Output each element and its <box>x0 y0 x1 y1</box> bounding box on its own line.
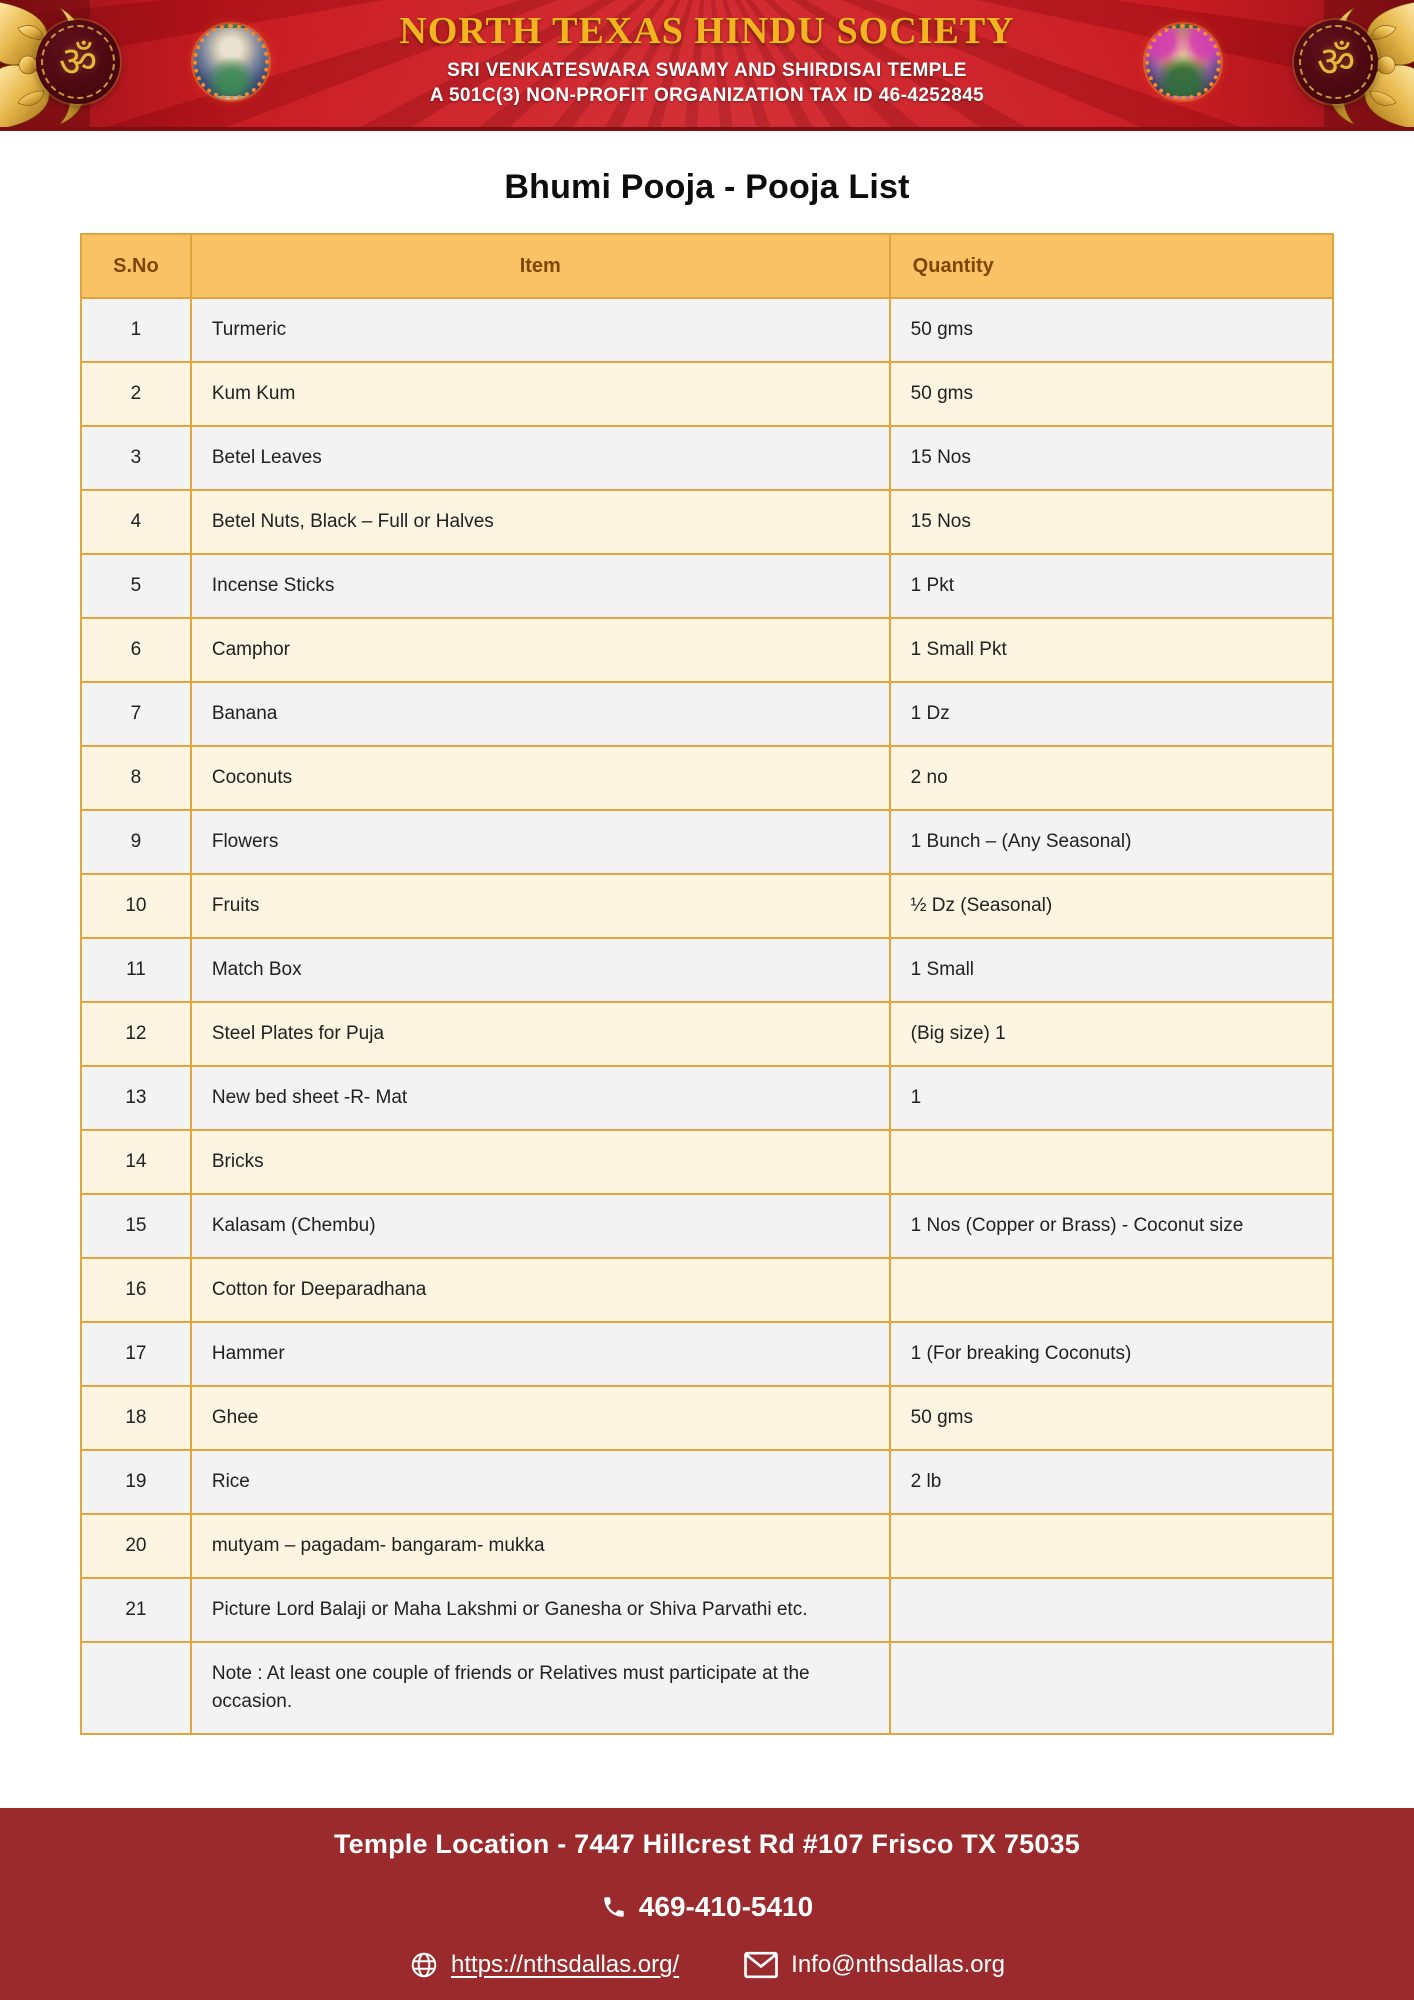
globe-icon <box>409 1950 439 1980</box>
qty-cell <box>890 1514 1333 1578</box>
qty-cell: 1 Small <box>890 938 1333 1002</box>
sno-cell: 1 <box>81 298 191 362</box>
qty-cell: (Big size) 1 <box>890 1002 1333 1066</box>
sno-cell: 11 <box>81 938 191 1002</box>
website-link[interactable]: https://nthsdallas.org/ <box>451 1951 680 1978</box>
item-cell: Banana <box>191 682 890 746</box>
email-group <box>743 1951 1005 1979</box>
sno-cell: 20 <box>81 1514 191 1578</box>
column-header-sno: S.No <box>81 234 191 298</box>
sno-cell: 4 <box>81 490 191 554</box>
table-row <box>81 490 1333 554</box>
item-cell: Match Box <box>191 938 890 1002</box>
phone-line <box>0 1891 1414 1923</box>
pooja-list-table <box>80 233 1334 1735</box>
item-cell: mutyam – pagadam- bangaram- mukka <box>191 1514 890 1578</box>
qty-cell: ½ Dz (Seasonal) <box>890 874 1333 938</box>
item-cell: Coconuts <box>191 746 890 810</box>
email-icon <box>743 1951 779 1979</box>
qty-cell: 15 Nos <box>890 490 1333 554</box>
banner-text <box>0 0 1414 127</box>
sno-cell: 8 <box>81 746 191 810</box>
item-cell: Ghee <box>191 1386 890 1450</box>
sno-cell: 3 <box>81 426 191 490</box>
qty-cell: 50 gms <box>890 362 1333 426</box>
table-row <box>81 1386 1333 1450</box>
column-header-item: Item <box>191 234 890 298</box>
table-header-row <box>81 234 1333 298</box>
email-address: Info@nthsdallas.org <box>791 1951 1005 1978</box>
nonprofit-line: A 501C(3) NON-PROFIT ORGANIZATION TAX ID 46-4252845 <box>429 85 985 106</box>
table-row <box>81 682 1333 746</box>
sno-cell: 14 <box>81 1130 191 1194</box>
qty-cell <box>890 1578 1333 1642</box>
phone-number: 469-410-5410 <box>638 1891 814 1922</box>
table-row <box>81 938 1333 1002</box>
org-name: NORTH TEXAS HINDU SOCIETY <box>399 10 1015 52</box>
table-row <box>81 1002 1333 1066</box>
item-cell: Betel Leaves <box>191 426 890 490</box>
sno-cell: 16 <box>81 1258 191 1322</box>
sno-cell <box>81 1642 191 1734</box>
table-row <box>81 1514 1333 1578</box>
web-email-line <box>0 1950 1414 1980</box>
sno-cell: 10 <box>81 874 191 938</box>
sno-cell: 9 <box>81 810 191 874</box>
table-row <box>81 810 1333 874</box>
temple-location: Temple Location - 7447 Hillcrest Rd #107 Frisco TX 75035 <box>333 1829 1080 1859</box>
item-cell: Camphor <box>191 618 890 682</box>
om-icon: ॐ <box>1316 37 1356 86</box>
item-cell: Rice <box>191 1450 890 1514</box>
sno-cell: 18 <box>81 1386 191 1450</box>
sno-cell: 17 <box>81 1322 191 1386</box>
table-row <box>81 1322 1333 1386</box>
item-cell: Fruits <box>191 874 890 938</box>
qty-cell: 1 Dz <box>890 682 1333 746</box>
website-group <box>409 1950 679 1980</box>
item-cell: Bricks <box>191 1130 890 1194</box>
column-header-quantity: Quantity <box>890 234 1333 298</box>
qty-cell: 2 no <box>890 746 1333 810</box>
qty-cell: 1 Pkt <box>890 554 1333 618</box>
temple-name-line: SRI VENKATESWARA SWAMY AND SHIRDISAI TEMPLE <box>447 60 967 81</box>
item-cell: Hammer <box>191 1322 890 1386</box>
temple-header-banner <box>0 0 1414 131</box>
table-row <box>81 874 1333 938</box>
page-title: Bhumi Pooja - Pooja List <box>504 168 910 206</box>
item-cell: Steel Plates for Puja <box>191 1002 890 1066</box>
sno-cell: 2 <box>81 362 191 426</box>
sno-cell: 6 <box>81 618 191 682</box>
item-cell: Turmeric <box>191 298 890 362</box>
table-row <box>81 426 1333 490</box>
sno-cell: 15 <box>81 1194 191 1258</box>
table-row <box>81 618 1333 682</box>
sno-cell: 12 <box>81 1002 191 1066</box>
table-row <box>81 1130 1333 1194</box>
sno-cell: 7 <box>81 682 191 746</box>
sno-cell: 19 <box>81 1450 191 1514</box>
qty-cell: 1 Nos (Copper or Brass) - Coconut size <box>890 1194 1333 1258</box>
qty-cell <box>890 1642 1333 1734</box>
table-row <box>81 1258 1333 1322</box>
qty-cell: 1 <box>890 1066 1333 1130</box>
qty-cell <box>890 1258 1333 1322</box>
table-note-row <box>81 1642 1333 1734</box>
table-row <box>81 1194 1333 1258</box>
item-cell: Picture Lord Balaji or Maha Lakshmi or Ganesha or Shiva Parvathi etc. <box>191 1578 890 1642</box>
qty-cell: 50 gms <box>890 1386 1333 1450</box>
item-cell: Kum Kum <box>191 362 890 426</box>
item-cell: Betel Nuts, Black – Full or Halves <box>191 490 890 554</box>
item-cell: Cotton for Deeparadhana <box>191 1258 890 1322</box>
table-row <box>81 298 1333 362</box>
item-cell: Kalasam (Chembu) <box>191 1194 890 1258</box>
sno-cell: 21 <box>81 1578 191 1642</box>
item-cell: Incense Sticks <box>191 554 890 618</box>
table-row <box>81 1450 1333 1514</box>
sno-cell: 13 <box>81 1066 191 1130</box>
table-row <box>81 554 1333 618</box>
item-cell: New bed sheet -R- Mat <box>191 1066 890 1130</box>
qty-cell: 1 Small Pkt <box>890 618 1333 682</box>
qty-cell: 2 lb <box>890 1450 1333 1514</box>
table-row <box>81 1578 1333 1642</box>
note-cell: Note : At least one couple of friends or Relatives must participate at the occasion. <box>191 1642 890 1734</box>
table-row <box>81 1066 1333 1130</box>
qty-cell: 15 Nos <box>890 426 1333 490</box>
qty-cell: 1 Bunch – (Any Seasonal) <box>890 810 1333 874</box>
table-row <box>81 362 1333 426</box>
phone-icon <box>601 1894 627 1920</box>
om-icon: ॐ <box>58 37 98 86</box>
item-cell: Flowers <box>191 810 890 874</box>
sno-cell: 5 <box>81 554 191 618</box>
qty-cell <box>890 1130 1333 1194</box>
qty-cell: 50 gms <box>890 298 1333 362</box>
footer <box>0 1808 1414 2000</box>
qty-cell: 1 (For breaking Coconuts) <box>890 1322 1333 1386</box>
table-row <box>81 746 1333 810</box>
